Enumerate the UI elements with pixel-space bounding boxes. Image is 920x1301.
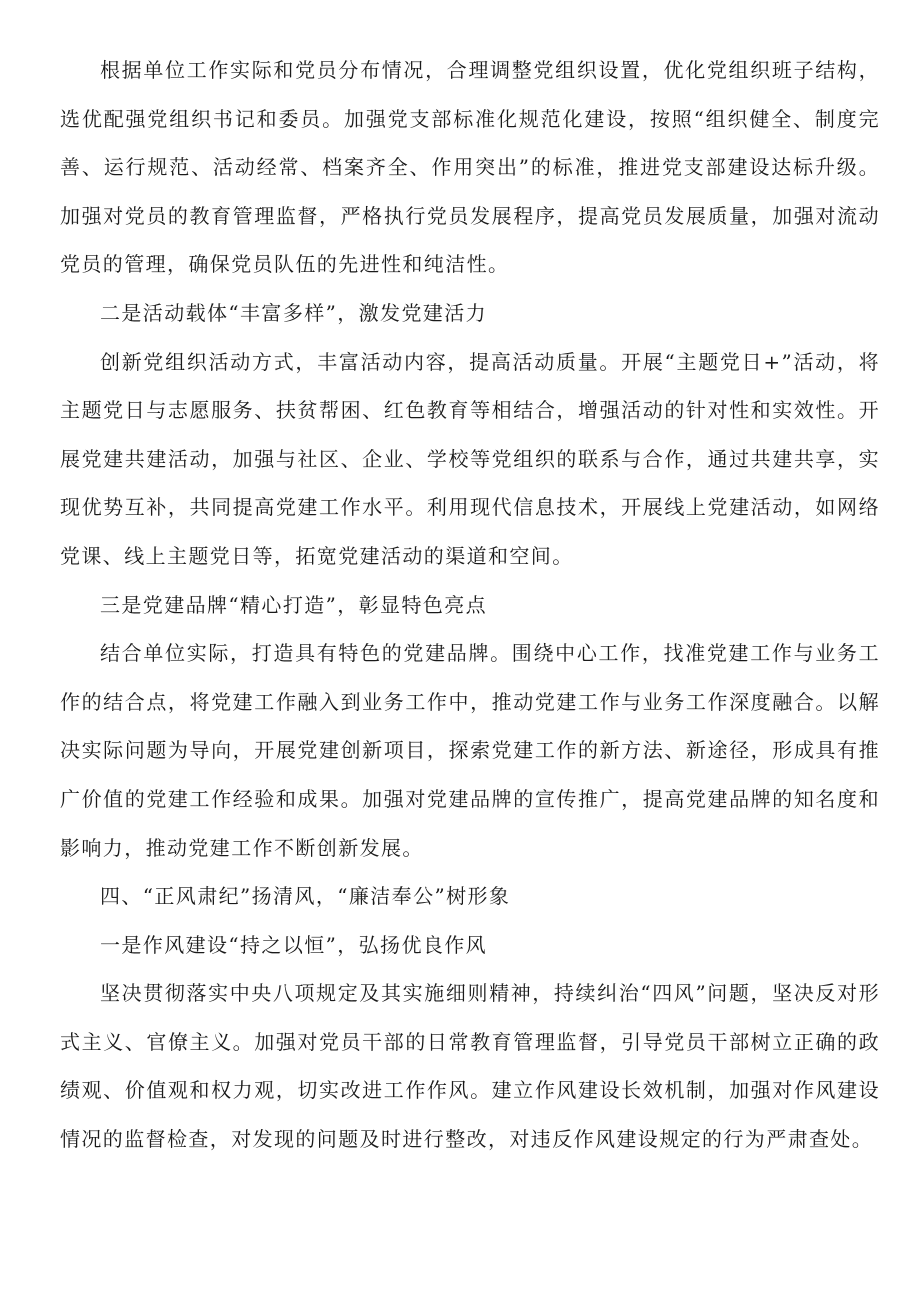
paragraph-organization-building: 根据单位工作实际和党员分布情况，合理调整党组织设置，优化党组织班子结构，选优配强党组织书记和委员。加强党支部标准化规范化建设，按照“组织健全、制度完善、运行规范、活动经常、档案齐全、作用突出”的标准，推进党支部建设达标升级。加强对党员的教育管理监督，严格执行党员发展程序，提高党员发展质量，加强对流动党员的管理，确保党员队伍的先进性和纯洁性。: [60, 58, 880, 277]
heading-work-style: 一是作风建设“持之以恒”，弘扬优良作风: [100, 932, 488, 957]
heading-activity-carrier: 二是活动载体“丰富多样”，激发党建活力: [100, 300, 488, 325]
heading-section-four: 四、“正风肃纪”扬清风，“廉洁奉公”树形象: [100, 884, 511, 909]
paragraph-activity-innovation: 创新党组织活动方式，丰富活动内容，提高活动质量。开展“主题党日+”活动，将主题党日与志愿服务、扶贫帮困、红色教育等相结合，增强活动的针对性和实效性。开展党建共建活动，加强与社区、企业、学校等党组织的联系与合作，通过共建共享，实现优势互补，共同提高党建工作水平。利用现代信息技术，开展线上党建活动，如网络党课、线上主题党日等，拓宽党建活动的渠道和空间。: [60, 349, 880, 568]
heading-party-brand: 三是党建品牌“精心打造”，彰显特色亮点: [100, 592, 488, 617]
document-body: [60, 46, 880, 1164]
paragraph-party-brand: 结合单位实际，打造具有特色的党建品牌。围绕中心工作，找准党建工作与业务工作的结合点，将党建工作融入到业务工作中，推动党建工作与业务工作深度融合。以解决实际问题为导向，开展党建创新项目，探索党建工作的新方法、新途径，形成具有推广价值的党建工作经验和成果。加强对党建品牌的宣传推广，提高党建品牌的知名度和影响力，推动党建工作不断创新发展。: [60, 641, 880, 860]
paragraph-work-style: 坚决贯彻落实中央八项规定及其实施细则精神，持续纠治“四风”问题，坚决反对形式主义、官僚主义。加强对党员干部的日常教育管理监督，引导党员干部树立正确的政绩观、价值观和权力观，切实改进工作作风。建立作风建设长效机制，加强对作风建设情况的监督检查，对发现的问题及时进行整改，对违反作风建设规定的行为严肃查处。: [60, 981, 880, 1152]
